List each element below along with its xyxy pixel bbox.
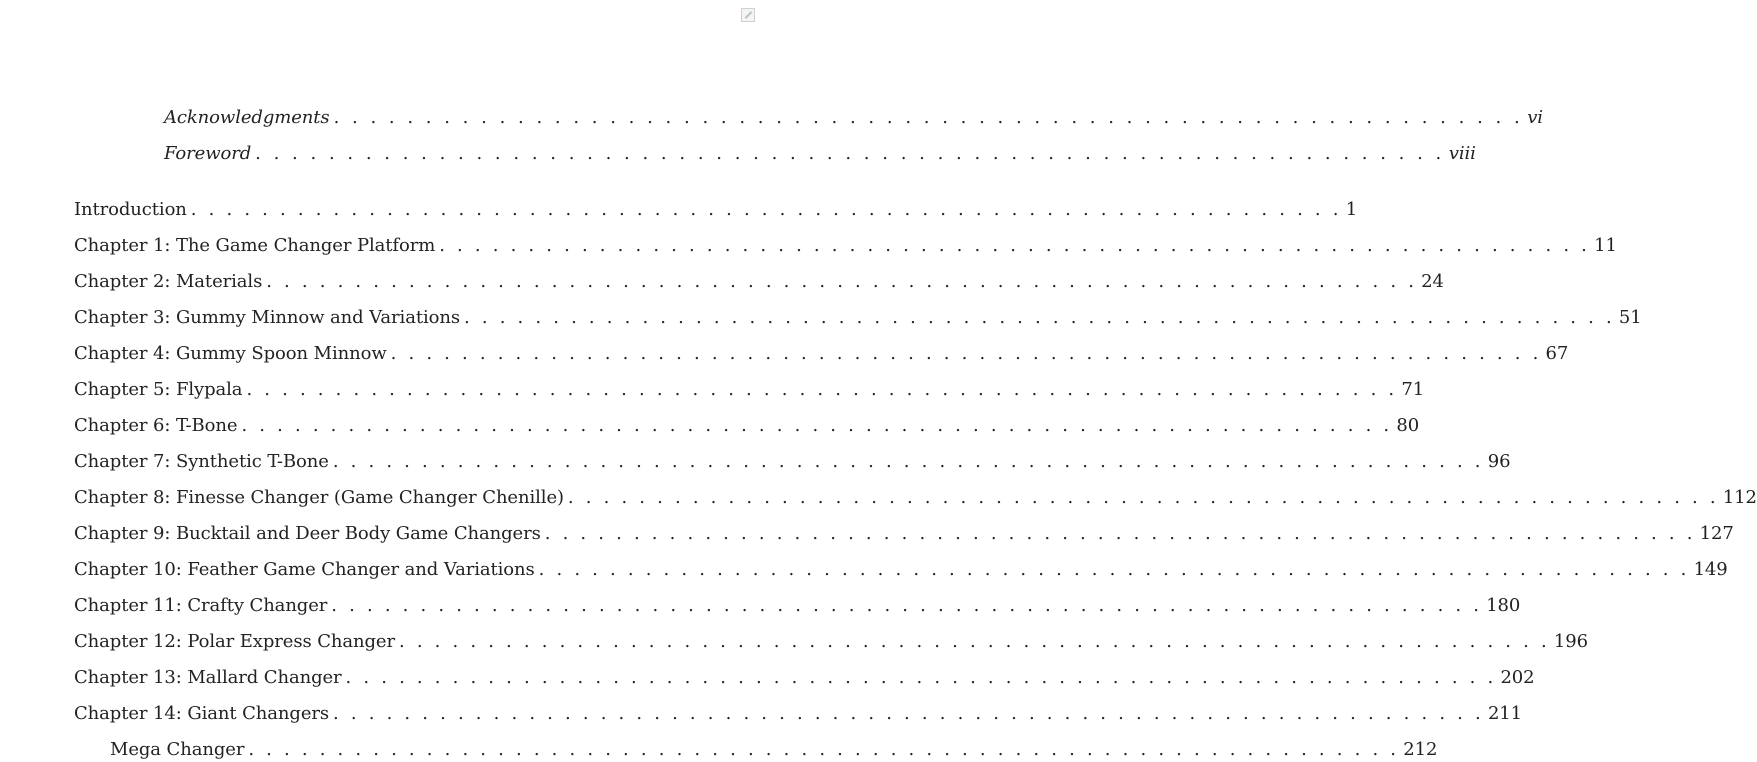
toc-entry-page: 1 xyxy=(1345,199,1358,220)
toc-entry-foreword[interactable] xyxy=(164,142,1476,166)
toc-entry-page: viii xyxy=(1448,143,1476,164)
toc-entry-chapter-2[interactable] xyxy=(74,270,1444,294)
toc-entry-page: 149 xyxy=(1693,559,1728,580)
toc-entry-page: 112 xyxy=(1722,487,1757,508)
toc-entry-page: 24 xyxy=(1421,271,1444,292)
toc-entry-introduction[interactable] xyxy=(74,198,1358,222)
toc-leader-dots: . . . . . . . . . . . . . . . . . . . . . . . . . . . . . . . . . . . . . . . . . . . . . . . . . . . . . . . . . . . . . . . . . xyxy=(332,451,1484,472)
toc-leader-dots: . . . . . . . . . . . . . . . . . . . . . . . . . . . . . . . . . . . . . . . . . . . . . . . . . . . . . . . . . . . . . . . . . xyxy=(333,703,1484,724)
toc-entry-title: Chapter 5: Flypala xyxy=(74,379,243,400)
toc-entry-page: 51 xyxy=(1618,307,1642,328)
toc-entry-chapter-1[interactable] xyxy=(74,234,1617,258)
toc-entry-chapter-11[interactable] xyxy=(74,594,1521,618)
toc-leader-dots: . . . . . . . . . . . . . . . . . . . . . . . . . . . . . . . . . . . . . . . . . . . . . . . . . . . . . . . . . . . . . . . . . xyxy=(255,143,1445,164)
toc-leader-dots: . . . . . . . . . . . . . . . . . . . . . . . . . . . . . . . . . . . . . . . . . . . . . . . . . . . . . . . . . . . . . . . . . xyxy=(439,235,1591,256)
toc-entry-title: Chapter 4: Gummy Spoon Minnow xyxy=(74,343,387,364)
page-corner-icon xyxy=(741,8,755,22)
toc-entry-chapter-10[interactable] xyxy=(74,558,1728,582)
toc-leader-dots: . . . . . . . . . . . . . . . . . . . . . . . . . . . . . . . . . . . . . . . . . . . . . . . . . . . . . . . . . . . . . . . . . xyxy=(399,631,1550,652)
toc-entry-title: Chapter 14: Giant Changers xyxy=(74,703,330,724)
toc-entry-title: Chapter 1: The Game Changer Platform xyxy=(74,235,436,256)
toc-leader-dots: . . . . . . . . . . . . . . . . . . . . . . . . . . . . . . . . . . . . . . . . . . . . . . . . . . . . . . . . . . . . . . . . . xyxy=(390,343,1542,364)
toc-entry-title: Chapter 13: Mallard Changer xyxy=(74,667,342,688)
toc-entry-chapter-13[interactable] xyxy=(74,666,1535,690)
toc-entry-page: 67 xyxy=(1545,343,1569,364)
toc-entry-chapter-14[interactable] xyxy=(74,702,1523,726)
toc-entry-page: 71 xyxy=(1401,379,1425,400)
toc-entry-title: Chapter 7: Synthetic T-Bone xyxy=(74,451,329,472)
toc-entry-title: Chapter 3: Gummy Minnow and Variations xyxy=(74,307,461,328)
toc-entry-page: vi xyxy=(1527,107,1543,128)
toc-entry-chapter-9[interactable] xyxy=(74,522,1734,546)
toc-entry-title: Chapter 6: T-Bone xyxy=(74,415,238,436)
toc-entry-title: Mega Changer xyxy=(110,739,245,760)
toc-entry-page: 212 xyxy=(1403,739,1438,760)
toc-entry-title: Introduction xyxy=(74,199,187,220)
toc-leader-dots: . . . . . . . . . . . . . . . . . . . . . . . . . . . . . . . . . . . . . . . . . . . . . . . . . . . . . . . . . . . . . . . . . xyxy=(333,107,1524,128)
toc-entry-chapter-6[interactable] xyxy=(74,414,1420,438)
toc-leader-dots: . . . . . . . . . . . . . . . . . . . . . . . . . . . . . . . . . . . . . . . . . . . . . . . . . . . . . . . . . . . . . . . . . xyxy=(544,523,1696,544)
toc-leader-dots: . . . . . . . . . . . . . . . . . . . . . . . . . . . . . . . . . . . . . . . . . . . . . . . . . . . . . . . . . . . . . . . . . xyxy=(464,307,1615,328)
toc-entry-page: 96 xyxy=(1487,451,1511,472)
toc-entry-mega-changer[interactable] xyxy=(110,738,1438,762)
toc-entry-chapter-5[interactable] xyxy=(74,378,1425,402)
toc-leader-dots: . . . . . . . . . . . . . . . . . . . . . . . . . . . . . . . . . . . . . . . . . . . . . . . . . . . . . . . . . . . . . . . . . xyxy=(538,559,1690,580)
toc-entry-page: 196 xyxy=(1553,631,1588,652)
toc-leader-dots: . . . . . . . . . . . . . . . . . . . . . . . . . . . . . . . . . . . . . . . . . . . . . . . . . . . . . . . . . . . . . . . . . xyxy=(241,415,1393,436)
toc-entry-title: Acknowledgments xyxy=(164,107,330,128)
toc-entry-title: Foreword xyxy=(164,143,252,164)
toc-entry-chapter-4[interactable] xyxy=(74,342,1569,366)
toc-entry-page: 80 xyxy=(1396,415,1420,436)
toc-entry-title: Chapter 2: Materials xyxy=(74,271,263,292)
toc-entry-page: 11 xyxy=(1594,235,1617,256)
toc-entry-page: 202 xyxy=(1500,667,1535,688)
toc-leader-dots: . . . . . . . . . . . . . . . . . . . . . . . . . . . . . . . . . . . . . . . . . . . . . . . . . . . . . . . . . . . . . . . . . xyxy=(331,595,1483,616)
toc-entry-chapter-3[interactable] xyxy=(74,306,1642,330)
toc-entry-title: Chapter 8: Finesse Changer (Game Changer Chenille) xyxy=(74,487,564,508)
toc-entry-title: Chapter 9: Bucktail and Deer Body Game Changers xyxy=(74,523,541,544)
toc-entry-page: 180 xyxy=(1486,595,1521,616)
toc-entry-chapter-7[interactable] xyxy=(74,450,1511,474)
toc-leader-dots: . . . . . . . . . . . . . . . . . . . . . . . . . . . . . . . . . . . . . . . . . . . . . . . . . . . . . . . . . . . . . . . . . xyxy=(246,379,1398,400)
toc-entry-title: Chapter 11: Crafty Changer xyxy=(74,595,328,616)
toc-entry-chapter-12[interactable] xyxy=(74,630,1588,654)
toc-entry-title: Chapter 12: Polar Express Changer xyxy=(74,631,395,652)
toc-leader-dots: . . . . . . . . . . . . . . . . . . . . . . . . . . . . . . . . . . . . . . . . . . . . . . . . . . . . . . . . . . . . . . . . . xyxy=(248,739,1400,760)
toc-leader-dots: . . . . . . . . . . . . . . . . . . . . . . . . . . . . . . . . . . . . . . . . . . . . . . . . . . . . . . . . . . . . . . . . . xyxy=(345,667,1497,688)
toc-leader-dots: . . . . . . . . . . . . . . . . . . . . . . . . . . . . . . . . . . . . . . . . . . . . . . . . . . . . . . . . . . . . . . . . . xyxy=(567,487,1719,508)
toc-entry-page: 127 xyxy=(1699,523,1734,544)
toc-entry-acknowledgments[interactable] xyxy=(164,106,1543,130)
toc-entry-chapter-8[interactable] xyxy=(74,486,1757,510)
toc-entry-title: Chapter 10: Feather Game Changer and Variations xyxy=(74,559,535,580)
toc-entry-page: 211 xyxy=(1487,703,1523,724)
toc-leader-dots: . . . . . . . . . . . . . . . . . . . . . . . . . . . . . . . . . . . . . . . . . . . . . . . . . . . . . . . . . . . . . . . . . xyxy=(190,199,1342,220)
toc-leader-dots: . . . . . . . . . . . . . . . . . . . . . . . . . . . . . . . . . . . . . . . . . . . . . . . . . . . . . . . . . . . . . . . . . xyxy=(266,271,1418,292)
